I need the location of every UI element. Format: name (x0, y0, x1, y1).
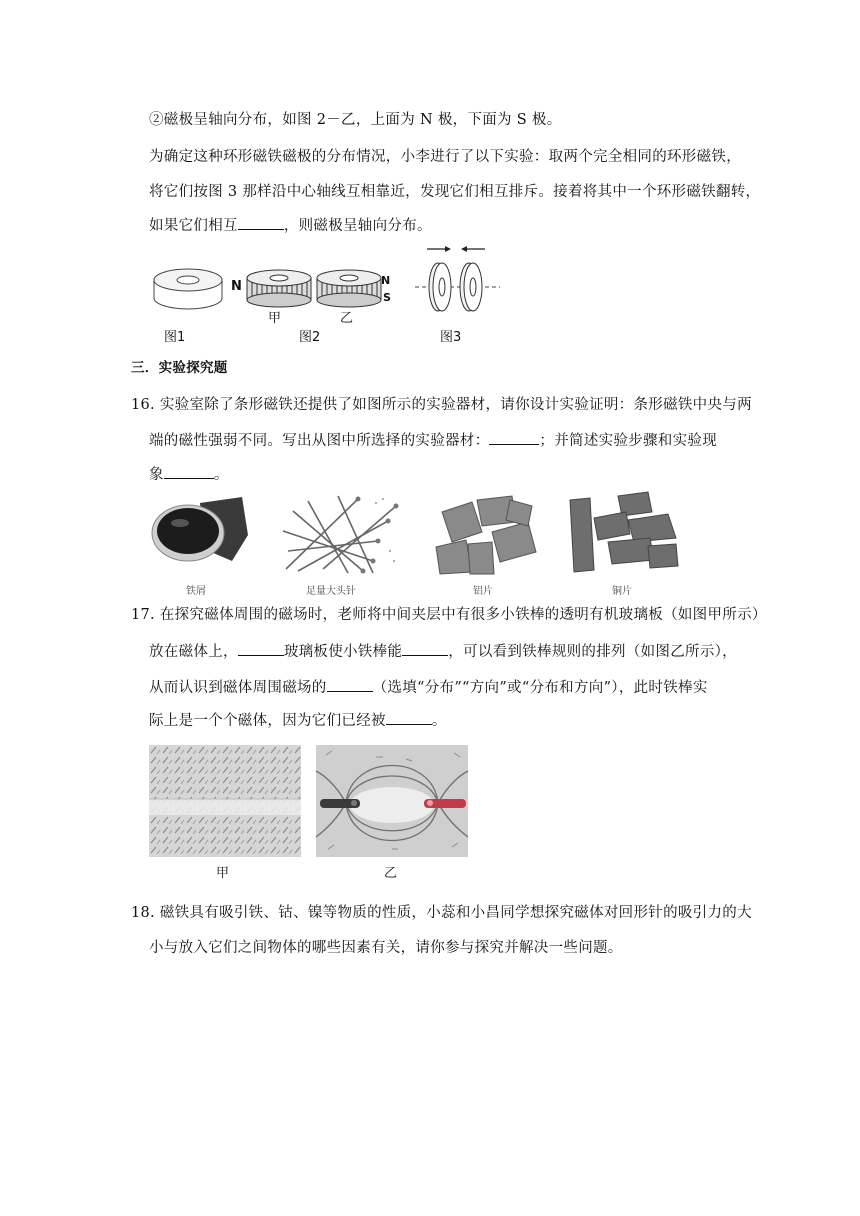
q17-line4-prefix: 际上是一个个磁体，因为它们已经被 (149, 713, 386, 729)
figure-2-caption: 图2 (299, 330, 321, 345)
figure-ring-magnet-yi (315, 268, 383, 310)
copper-sheets-photo (568, 490, 680, 576)
figure-yi-label-q17: 乙 (384, 866, 398, 881)
equipment-label-iron-filings: 铁屑 (186, 586, 206, 597)
q16-line2-prefix: 端的磁性强弱不同。写出从图中所选择的实验器材： (149, 433, 490, 449)
answer-blank[interactable] (402, 641, 448, 656)
q16-line2 (149, 430, 717, 451)
q15-line2: 为确定这种环形磁铁磁极的分布情况，小李进行了以下实验：取两个完全相同的环形磁铁， (149, 149, 741, 165)
q16-line3 (149, 464, 229, 485)
q16-line1: 16. 实验室除了条形磁铁还提供了如图所示的实验器材，请你设计实验证明：条形磁铁中央与两 (131, 397, 752, 413)
q17-line2 (149, 641, 737, 662)
figure-ring-magnet (150, 268, 230, 318)
answer-blank[interactable] (238, 641, 284, 656)
q15-line4 (149, 215, 432, 236)
q15-line1: ②磁极呈轴向分布，如图 2－乙，上面为 N 极，下面为 S 极。 (149, 112, 562, 128)
section-title: 三．实验探究题 (131, 360, 228, 376)
n-pole-label-right: N (381, 274, 391, 287)
answer-blank[interactable] (489, 430, 539, 445)
figure-jia-label: 甲 (268, 311, 282, 326)
figure-1-caption: 图1 (164, 330, 186, 345)
q18-line1: 18. 磁铁具有吸引铁、钴、镍等物质的性质，小蕊和小昌同学想探究磁体对回形针的吸引力的大 (131, 905, 752, 921)
q16-line3-prefix: 象 (149, 467, 164, 483)
q17-line3-prefix: 从而认识到磁体周围磁场的 (149, 680, 327, 696)
aluminum-sheets-photo (432, 492, 538, 576)
q17-line2-middle: 玻璃板使小铁棒能 (283, 644, 403, 660)
q17-line1: 17. 在探究磁体周围的磁场时，老师将中间夹层中有很多小铁棒的透明有机玻璃板（如图甲所示） (131, 607, 767, 623)
q17-line4-suffix: 。 (431, 713, 447, 729)
q17-line3 (149, 677, 708, 698)
equipment-label-pins: 足量大头针 (306, 586, 356, 597)
q18-line2: 小与放入它们之间物体的哪些因素有关，请你参与探究并解决一些问题。 (149, 940, 623, 956)
figure-ring-magnet-jia (245, 268, 313, 310)
magnetic-field-pattern-photo (316, 745, 468, 857)
iron-rods-plate-photo (149, 745, 301, 857)
answer-blank[interactable] (164, 464, 214, 479)
iron-filings-photo (150, 493, 250, 575)
q15-line4-prefix: 如果它们相互 (149, 218, 238, 234)
q16-line2-suffix: ；并简述实验步骤和实验现 (539, 433, 718, 449)
q17-line3-suffix: （选填“分布”“方向”或“分布和方向”），此时铁棒实 (372, 680, 708, 696)
pins-photo (278, 491, 400, 576)
equipment-label-copper: 铜片 (612, 586, 632, 597)
q15-line4-suffix: ，则磁极呈轴向分布。 (283, 218, 432, 234)
n-pole-label-left: N (231, 279, 242, 294)
figure-yi-label: 乙 (340, 311, 354, 326)
q17-line2-suffix: ，可以看到铁棒规则的排列（如图乙所示）， (448, 644, 737, 660)
figure-jia-label-q17: 甲 (216, 866, 230, 881)
q15-line3: 将它们按图 3 那样沿中心轴线互相靠近，发现它们相互排斥。接着将其中一个环形磁铁翻转， (149, 184, 761, 200)
figure-two-rings-axis (415, 243, 500, 318)
q17-line2-prefix: 放在磁体上， (149, 644, 238, 660)
answer-blank[interactable] (327, 677, 373, 692)
answer-blank[interactable] (238, 215, 284, 230)
answer-blank[interactable] (386, 710, 432, 725)
q16-line3-suffix: 。 (213, 467, 229, 483)
q17-line4 (149, 710, 447, 731)
figure-3-caption: 图3 (440, 330, 462, 345)
s-pole-label-right: S (383, 291, 391, 304)
equipment-label-aluminum: 铝片 (473, 586, 493, 597)
